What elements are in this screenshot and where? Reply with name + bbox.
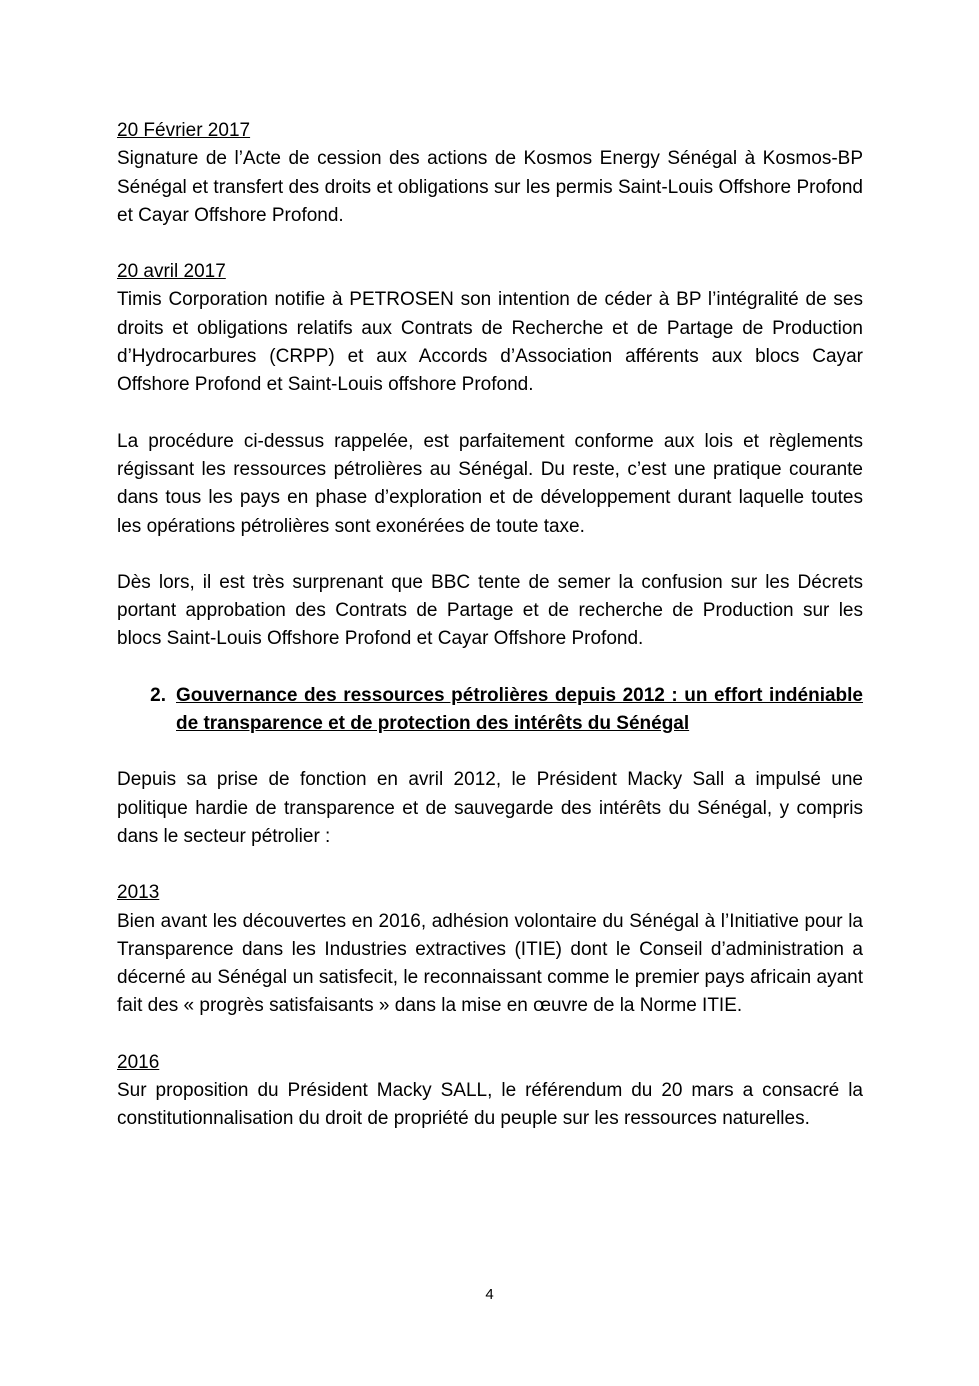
section-heading-2 — [117, 682, 863, 739]
section-date: 20 avril 2017 — [117, 261, 226, 283]
section-20-fevrier-2017 — [117, 117, 863, 230]
section-date: 2013 — [117, 882, 160, 904]
heading-title: Gouvernance des ressources pétrolières depuis 2012 : un effort indéniable de transparence et de protection des intérêts du Sénégal — [176, 684, 863, 735]
paragraph-bbc — [117, 569, 863, 654]
section-date: 20 Février 2017 — [117, 120, 251, 141]
section-text: Bien avant les découvertes en 2016, adhésion volontaire du Sénégal à l’Initiative pour la Transparence dans les Industries extractives (ITIE) dont le Conseil d’administration a décerné au Sénégal un satisfecit, le reconnaissant comme le premier pays africain ayant fait des « progrès satisfaisants » dans la mise en œuvre de la Norme ITIE. — [117, 910, 863, 1017]
document-page — [117, 117, 863, 1162]
page-number: 4 — [485, 1286, 494, 1303]
paragraph-text: La procédure ci-dessus rappelée, est parfaitement conforme aux lois et règlements régissant les ressources pétrolières au Sénégal. Du reste, c’est une pratique courante dans tous les pays en phase d’exploration et de développement durant laquelle toutes les opérations pétrolières sont exonérées de toute taxe. — [117, 430, 863, 537]
section-date: 2016 — [117, 1051, 160, 1073]
paragraph-text: Depuis sa prise de fonction en avril 2012, le Président Macky Sall a impulsé une politique hardie de transparence et de sauvegarde des intérêts du Sénégal, y compris dans le secteur pétrolier : — [117, 769, 863, 847]
heading-number: 2. — [150, 684, 166, 706]
section-2016 — [117, 1049, 863, 1134]
section-2013 — [117, 879, 863, 1020]
section-20-avril-2017 — [117, 258, 863, 399]
section-text: Timis Corporation notifie à PETROSEN son intention de céder à BP l’intégralité de ses droits et obligations relatifs aux Contrats de Recherche et de Partage de Production d’Hydrocarbures (CRPP) et aux Accords d’Association afférents aux blocs Cayar Offshore Profond et Saint-Louis offshore Profond. — [117, 289, 863, 396]
paragraph-procedure — [117, 428, 863, 541]
paragraph-macky-sall — [117, 766, 863, 851]
section-text: Sur proposition du Président Macky SALL, le référendum du 20 mars a consacré la constitutionnalisation du droit de propriété du peuple sur les ressources naturelles. — [117, 1080, 863, 1130]
paragraph-text: Dès lors, il est très surprenant que BBC tente de semer la confusion sur les Décrets portant approbation des Contrats de Partage et de recherche de Production sur les blocs Saint-Louis Offshore Profond et Cayar Offshore Profond. — [117, 571, 863, 650]
section-text: Signature de l’Acte de cession des actions de Kosmos Energy Sénégal à Kosmos-BP Sénégal et transfert des droits et obligations sur les permis Saint-Louis Offshore Profond et Cayar Offshore Profond. — [117, 148, 863, 226]
